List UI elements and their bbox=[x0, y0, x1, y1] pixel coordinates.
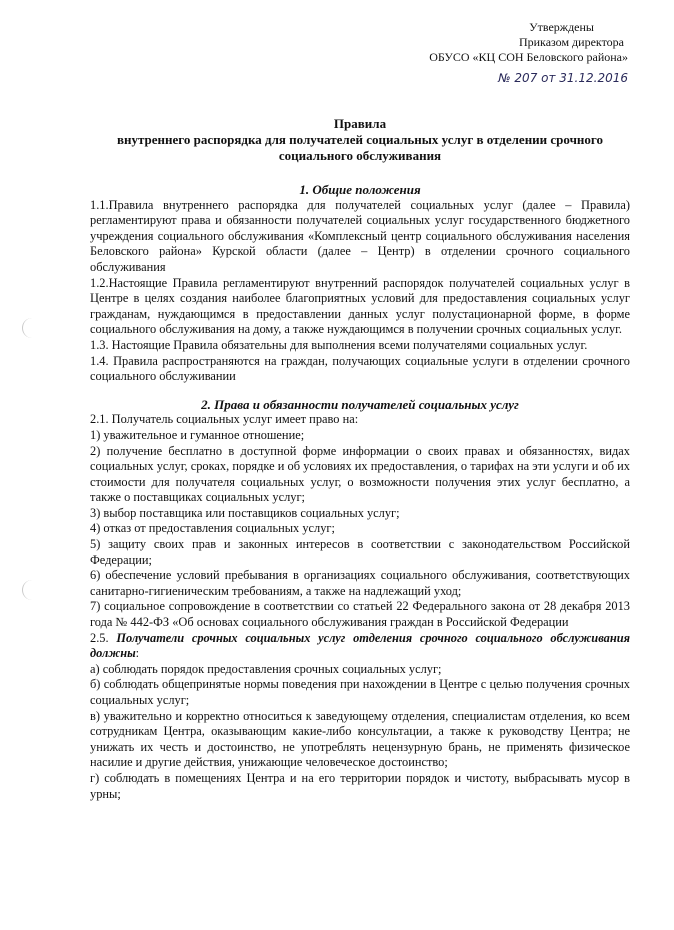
paragraph-1-4: 1.4. Правила распространяются на граждан, получающих социальные услуги в отделении срочного социального обслуживании bbox=[90, 353, 630, 384]
title-line-1: Правила bbox=[333, 116, 387, 131]
duty-item-b: б) соблюдать общепринятые нормы поведения при нахождении в Центре с целью получения срочных социальных услуг; bbox=[90, 677, 630, 707]
right-item-2: 2) получение бесплатно в доступной форме информации о своих правах и обязанностях, видах социальных услуг, сроках, порядке и об условиях их предоставления, о тарифах на эти услуги и об их стоимости для получателя социальных услуг, о возможности получения этих услуг бесплатно, а также о поставщиках социальных услуг; bbox=[90, 443, 630, 505]
duty-item-g: г) соблюдать в помещениях Центра и на его территории порядок и чистоту, выбрасывать мусор в урны; bbox=[90, 770, 630, 801]
punch-hole-mark bbox=[22, 580, 33, 600]
paragraph-1-2: 1.2.Настоящие Правила регламентируют внутренний распорядок получателей социальных услуг в Центре в целях создания наиболее благоприятных условий для предоставления социальных услуг гражданам, нуждающимся в предоставлении данных услуг полустационарной форме, в форме социального обслуживания на дому, а также нуждающимся в получении срочных социальных услуг. bbox=[90, 275, 630, 337]
title-line-2: внутреннего распорядка для получателей социальных услуг в отделении срочного bbox=[117, 132, 603, 147]
right-item-7: 7) социальное сопровождение в соответствии со статьей 22 Федерального закона от 28 декабря 2013 года № 442-ФЗ «Об основах социального обслуживания граждан в Российской Федерации bbox=[90, 599, 630, 630]
paragraph-2-5-colon: : bbox=[135, 646, 140, 661]
right-item-6: 6) обеспечение условий пребывания в организациях социального обслуживания, соответствующих санитарно-гигиеническим требованиям, а также на надлежащий уход; bbox=[90, 568, 630, 598]
paragraph-1-3: 1.3. Настоящие Правила обязательны для выполнения всеми получателями социальных услуг. bbox=[90, 337, 588, 352]
right-item-3: 3) выбор поставщика или поставщиков социальных услуг; bbox=[90, 505, 400, 520]
right-item-4: 4) отказ от предоставления социальных услуг; bbox=[90, 521, 335, 536]
approval-line-3: ОБУСО «КЦ СОН Беловского района» bbox=[429, 50, 628, 64]
paragraph-2-5 bbox=[90, 631, 630, 662]
order-number: № 207 от 31.12.2016 bbox=[498, 71, 628, 85]
punch-hole-mark bbox=[22, 318, 33, 338]
right-item-5: 5) защиту своих прав и законных интересов в соответствии с законодательством Российской Федерации; bbox=[90, 537, 630, 567]
duty-item-a: а) соблюдать порядок предоставления срочных социальных услуг; bbox=[90, 661, 442, 676]
title-line-3: социального обслуживания bbox=[278, 148, 442, 163]
paragraph-1-1: 1.1.Правила внутреннего распорядка для получателей социальных услуг (далее – Правила) регламентируют права и обязанности получателей социальных услуг государственного бюджетного учреждения социального обслуживания «Комплексный центр социального обслуживания населения Беловского района» Курской области (далее – Центр) в отделении срочного социального обслуживания bbox=[90, 197, 630, 274]
paragraph-2-5-emphasis: Получатели срочных социальных услуг отделения срочного социального обслуживания должны bbox=[90, 630, 630, 661]
section-1-heading: 1. Общие положения bbox=[299, 182, 421, 197]
approval-line-1: Утверждены bbox=[529, 20, 594, 34]
right-item-1: 1) уважительное и гуманное отношение; bbox=[90, 427, 305, 442]
duty-item-v: в) уважительно и корректно относиться к заведующему отделения, специалистам отделения, ко всем сотрудникам Центра, оказывающим какие-либо консультации, а также к руководству Центра; не унижать их честь и достоинство, не употреблять нецензурную брань, не применять физическое насилие и другие действия, унижающие человеческое достоинство; bbox=[90, 708, 630, 770]
document-body bbox=[90, 182, 630, 802]
approval-line-2: Приказом директора bbox=[518, 35, 624, 49]
paragraph-2-1: 2.1. Получатель социальных услуг имеет право на: bbox=[90, 412, 359, 427]
approval-stamp bbox=[429, 20, 628, 86]
paragraph-2-5-number: 2.5. bbox=[90, 630, 117, 645]
document-title bbox=[90, 116, 630, 164]
section-2-heading: 2. Права и обязанности получателей социальных услуг bbox=[201, 396, 519, 412]
